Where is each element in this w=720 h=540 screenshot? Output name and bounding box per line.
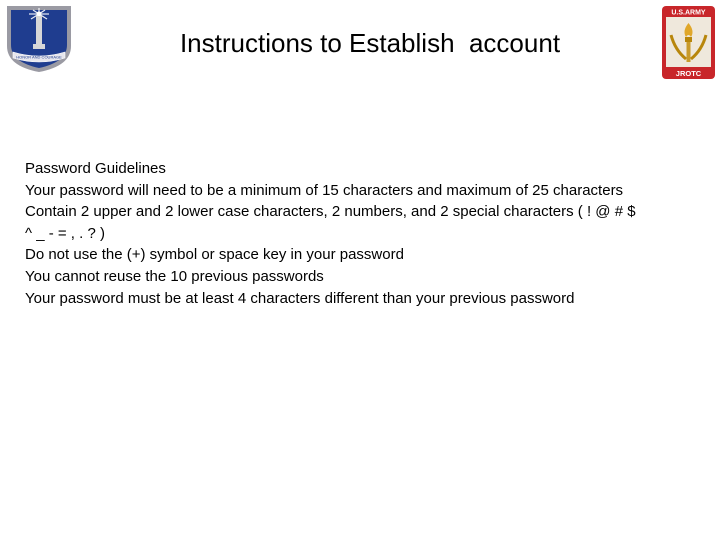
page-title: Instructions to Establish account: [179, 28, 561, 58]
guidelines-heading: Password Guidelines: [25, 160, 166, 177]
unit-crest-icon: [3, 2, 75, 74]
guideline-item: Do not use the (+) symbol or space key in your password: [25, 246, 404, 264]
emblem-bottom-text: JROTC: [675, 69, 702, 78]
guideline-item: Your password will need to be a minimum of 15 characters and maximum of 25 characters: [25, 181, 624, 199]
jrotc-emblem-icon: [661, 5, 716, 80]
guideline-item: ^ _ - = , . ? ): [25, 224, 105, 242]
guideline-item: Your password must be at least 4 characters different than your previous password: [25, 289, 575, 307]
emblem-top-text: U.S.ARMY: [671, 9, 706, 17]
crest-motto: HONOR AND COURAGE: [16, 54, 62, 60]
guideline-item: Contain 2 upper and 2 lower case characters, 2 numbers, and 2 special characters ( ! @ # $: [25, 203, 636, 221]
password-guidelines: [25, 158, 695, 309]
guideline-item: You cannot reuse the 10 previous passwords: [25, 267, 324, 285]
